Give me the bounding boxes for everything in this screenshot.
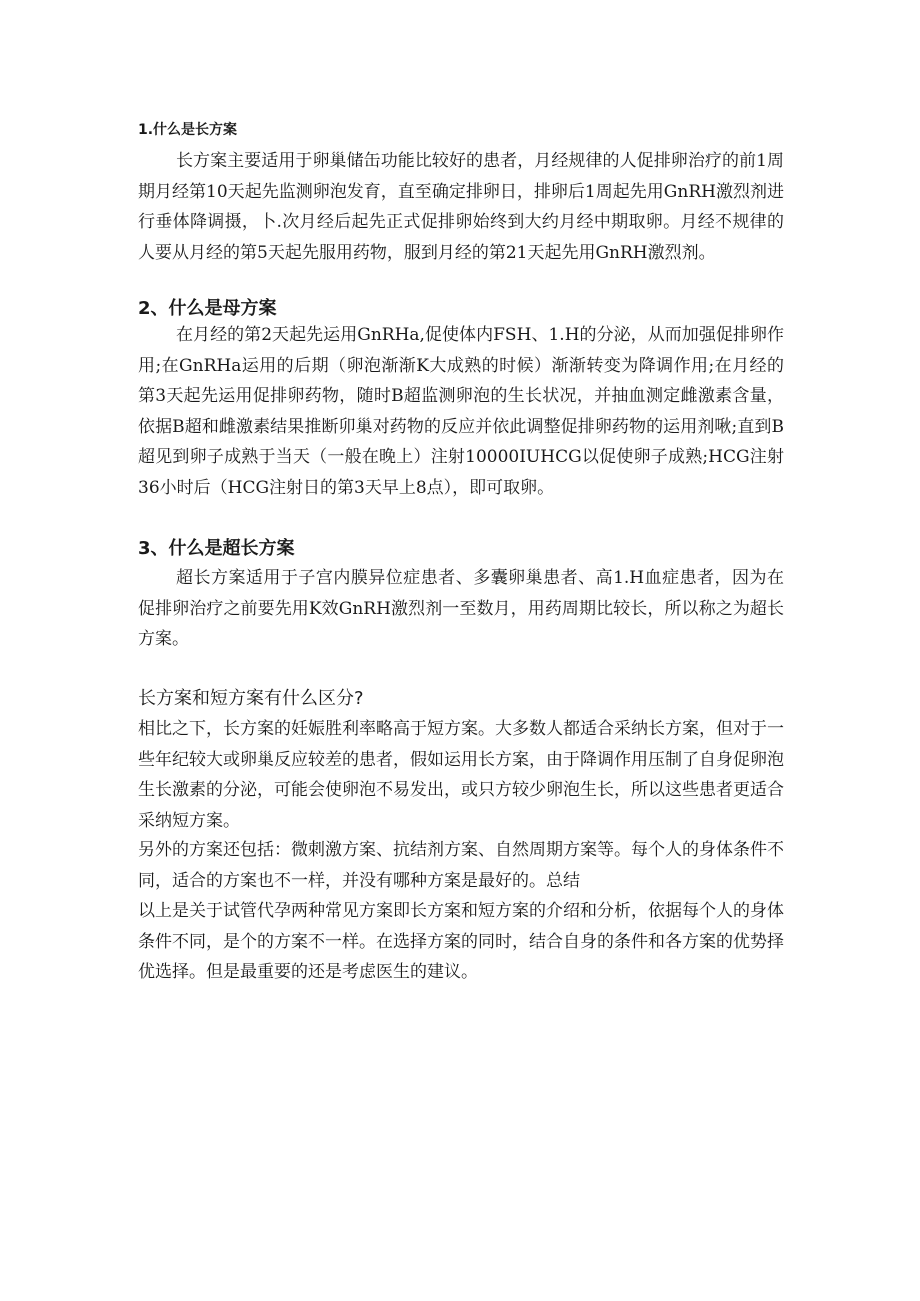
section-1-body: 长方案主要适用于卵巢储缶功能比较好的患者，月经规律的人促排卵治疗的前1周期月经第10天起先监测卵泡发育，直至确定排卵日，排卵后1周起先用GnRH激烈剂进行垂体降调摄，卜.次月经后起先正式促排卵始终到大约月经中期取卵。月经不规律的人要从月经的第5天起先服用药物，服到月经的第21天起先用GnRH激烈剂。 [138,151,784,263]
section-2-body: 在月经的第2天起先运用GnRHa,促使体内FSH、1.H的分泌，从而加强促排卵作用;在GnRHa运用的后期（卵泡渐渐K大成熟的时候）渐渐转变为降调作用;在月经的第3天起先运用促排卵药物，随时B超监测卵泡的生长状况，并抽血测定雌激素含量，依据B超和雌激素结果推断卯巢对药物的反应并依此调整促排卵药物的运用剂啾;直到B超见到卵子成熟于当天（一般在晚上）注射10000IUHCG以促使卵子成熟;HCG注射36小时后（HCG注射日的第3天早上8点），即可取卵。 [138,325,784,498]
section-3-body: 超长方案适用于子宫内膜异位症患者、多囊卵巢患者、高1.H血症患者，因为在促排卵治疗之前要先用K效GnRH激烈剂一至数月，用药周期比较长，所以称之为超长方案。 [138,568,784,649]
section-3-heading: 3、什么是超长方案 [138,538,295,559]
section-1-heading: 1.什么是长方案 [138,122,238,138]
comparison-paragraph-2: 另外的方案还包括：微刺激方案、抗结剂方案、自然周期方案等。每个人的身体条件不同，适合的方案也不一样，并没有哪种方案是最好的。总结 [138,840,784,891]
section-2-heading: 2、什么是母方案 [138,298,277,319]
comparison-paragraph-1: 相比之下，长方案的妊娠胜利率略高于短方案。大多数人都适合采纳长方案，但对于一些年纪较大或卵巢反应较差的患者，假如运用长方案，由于降调作用压制了自身促卵泡生长激素的分泌，可能会使卵泡不易发出，或只方较少卵泡生长，所以这些患者更适合采纳短方案。 [138,719,784,831]
comparison-heading: 长方案和短方案有什么区分? [138,688,364,709]
summary-paragraph: 以上是关于试管代孕两种常见方案即长方案和短方案的介绍和分析，依据每个人的身体条件不同，是个的方案不一样。在选择方案的同时，结合自身的条件和各方案的优势择优选择。但是最重要的还是考虑医生的建议。 [138,901,784,982]
